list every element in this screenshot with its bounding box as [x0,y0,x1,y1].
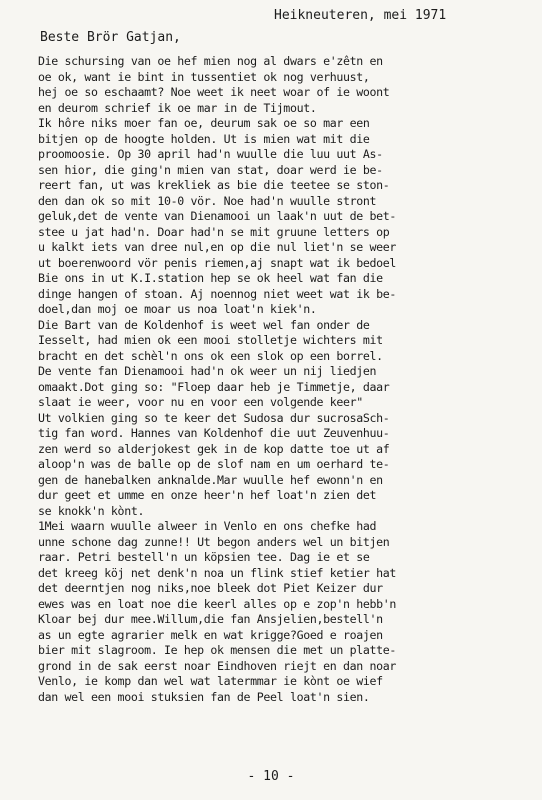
text-line: Ut volkien ging so te keer det Sudosa dur sucrosaSch- [38,410,390,425]
text-line: gen de hanebalken anknalde.Mar wuulle hef ewonn'n en [38,472,383,487]
text-line: bracht en det schèl'n ons ok een slok op een borrel. [38,348,383,363]
text-line: den dan ok so mit 10-0 vör. Noe had'n wuulle stront [38,193,377,208]
text-line: aloop'n was de balle op de slof nam en um oerhard te- [38,457,390,471]
text-line: u kalkt iets van dree nul,en op die nul liet'n se weer [38,240,397,254]
text-line: stee u jat had'n. Doar had'n se mit gruune letters op [38,224,390,239]
text-line: Iesselt, had mien ok een mooi stolletje wichters mit [38,333,383,347]
text-line: slaat ie weer, voor nu en voor een volgende keer" [38,395,363,409]
text-line: hej oe so eschaamt? Noe weet ik neet woar of ie woont [38,85,390,99]
text-line: grond in de sak eerst noar Eindhoven riejt en dan noar [38,658,397,673]
text-line: Kloar bej dur mee.Willum,die fan Ansjelien,bestell'n [38,612,383,626]
salutation: Beste Brör Gatjan, [40,30,181,45]
text-line: as un egte agrarier melk en wat krigge?Goed e roajen [38,627,383,642]
text-line: omaakt.Dot ging so: "Floep daar heb je Timmetje, daar [38,379,390,394]
text-line: bitjen op de hoogte holden. Ut is mien wat mit die [38,131,370,146]
text-line: geluk,det de vente van Dienamooi un laak'n uut de bet- [38,209,397,223]
text-line: Ik hôre niks moer fan oe, deurum sak oe so mar een [38,116,370,130]
text-line: Die schursing van oe hef mien nog al dwars e'zêtn en [38,54,383,68]
text-line: dinge hangen of stoan. Aj noennog niet weet wat ik be- [38,286,397,301]
text-line: dan wel een mooi stuksien fan de Peel loat'n sien. [38,689,370,704]
dateline: Heikneuteren, mei 1971 [274,8,447,23]
text-line: dur geet et umme en onze heer'n hef loat'n zien det [38,488,377,502]
text-line: se knokk'n kònt. [38,503,145,518]
text-line: det deerntjen nog niks,noe bleek dot Piet Keizer dur [38,581,383,595]
text-line: proomoosie. Op 30 april had'n wuulle die luu uut As- [38,147,383,161]
text-line: Bie ons in ut K.I.station hep se ok heel wat fan die [38,271,383,285]
text-line: doel,dan moj oe moar us noa loat'n kiek'n. [38,302,317,316]
text-line: en deurom schrief ik oe mar in de Tijmout. [38,100,317,115]
text-line: bier mit slagroom. Ie hep ok mensen die met un platte- [38,643,397,657]
text-line: oe ok, want ie bint in tussentiet ok nog verhuust, [38,69,370,84]
text-line: ut boerenwoord vör penis riemen,aj snapt wat ik bedoel [38,255,397,270]
text-line: De vente fan Dienamooi had'n ok weer un nij liedjen [38,364,377,378]
text-line: tig fan word. Hannes van Koldenhof die uut Zeuvenhuu- [38,426,390,440]
text-line: zen werd so alderjokest gek in de kop datte toe ut af [38,441,390,456]
text-line: 1Mei waarn wuulle alweer in Venlo en ons chefke had [38,519,377,533]
text-line: sen hior, die ging'n mien van stat, doar werd ie be- [38,162,383,177]
text-line: det kreeg köj net denk'n noa un flink stief ketier hat [38,565,397,580]
text-line: Die Bart van de Koldenhof is weet wel fan onder de [38,317,370,332]
text-line: raar. Petri bestell'n un köpsien tee. Dag ie et se [38,550,370,564]
page-number: - 10 - [247,769,295,784]
text-line: ewes was en loat noe die keerl alles op e zop'n hebb'n [38,596,397,611]
text-line: unne schone dag zunne!! Ut begon anders wel un bitjen [38,534,390,549]
text-line: Venlo, ie komp dan wel wat latermmar ie kònt oe wief [38,674,383,688]
text-line: reert fan, ut was krekliek as bie die teetee se ston- [38,178,390,192]
letter-body [38,54,538,705]
